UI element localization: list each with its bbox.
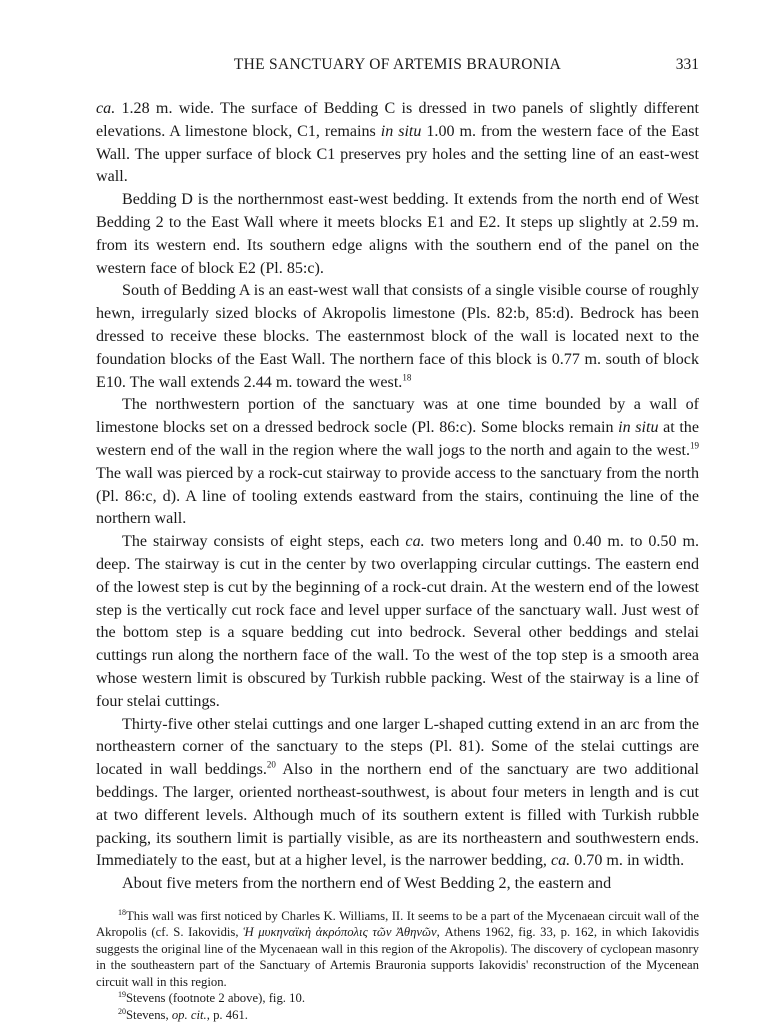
paragraph-7: About five meters from the northern end of West Bedding 2, the eastern and bbox=[122, 875, 612, 893]
body-text bbox=[96, 98, 699, 896]
footnote-20 bbox=[96, 1007, 699, 1024]
footnote-ref-18[interactable]: 18 bbox=[402, 372, 412, 383]
paragraph-5 bbox=[96, 531, 699, 713]
footnote-18 bbox=[96, 908, 699, 991]
footnote-19 bbox=[96, 990, 699, 1007]
text-run: Thirty-five other stelai cuttings and one larger L-shaped cutting extend in an arc from the northeastern corner of the sanctuary to the steps (Pl. 81). Some of the stelai cuttings are located in wall beddings. bbox=[96, 715, 699, 779]
text-run: , Athens 1962, fig. 33, p. 162, in which Iakovidis suggests the original line of the Mycenaean wall in this region of the Akropolis). The discovery of cyclopean masonry in the southeastern part of the Sanctuary of Artemis Brauronia supports Iakovidis' reconstruction of the Mycenean circuit wall in this region. bbox=[96, 925, 700, 989]
paragraph-4 bbox=[96, 394, 699, 531]
paragraph-2: Bedding D is the northernmost east-west bedding. It extends from the north end of West Bedding 2 to the East Wall where it meets blocks E1 and E2. It steps up slightly at 2.59 m. from its western end. Its southern edge aligns with the southern end of the panel on the western face of block E2 (Pl. 85:c). bbox=[96, 191, 699, 277]
footnote-number: 18 bbox=[118, 907, 126, 917]
footnote-number: 19 bbox=[118, 990, 126, 1000]
italic-abbrev: ca. bbox=[96, 100, 116, 117]
italic-abbrev: ca. bbox=[550, 852, 571, 870]
text-run: at the western end of the wall in the region where the wall jogs to the north and again to the west. bbox=[96, 419, 700, 459]
footnote-number: 20 bbox=[118, 1006, 126, 1016]
greek-title: Ἡ μυκηναϊκὴ ἀκρόπολις τῶν Ἀθηνῶν bbox=[243, 925, 437, 940]
page-number: 331 bbox=[675, 56, 699, 73]
italic-term: in situ bbox=[618, 419, 659, 437]
text-run: This wall was first noticed by Charles K. Williams, II. It seems to be a part of the Mycenaean circuit wall of the Akropolis (cf. S. Iakovidis, bbox=[96, 908, 699, 940]
text-run: 0.70 m. in width. bbox=[570, 852, 685, 870]
text-run: Also in the northern end of the sanctuary are two additional beddings. The larger, oriented northeast-southwest, is about four meters in length and is cut at two different levels. Although much of its southern extent is filled with Turkish rubble packing, its southern limit is partially visible, as are its northeastern and southwestern ends. Immediately to the east, but at a higher level, is the narrower bedding, bbox=[96, 761, 699, 870]
text-run: Stevens (footnote 2 above), fig. 10. bbox=[126, 991, 305, 1006]
italic-abbrev: op. cit. bbox=[171, 1007, 207, 1022]
text-run: The wall was pierced by a rock-cut stairway to provide access to the sanctuary from the north (Pl. 86:c, d). A line of tooling extends eastward from the stairs, continuing the line of the northern wall. bbox=[96, 464, 699, 528]
running-header bbox=[96, 56, 699, 80]
text-run: The stairway consists of eight steps, each bbox=[122, 533, 406, 551]
text-run: two meters long and 0.40 m. to 0.50 m. deep. The stairway is cut in the center by two overlapping circular cuttings. The eastern end of the lowest step is cut by the beginning of a rock-cut drain. At the western end of the lowest step is the vertically cut rock face and level upper surface of the sanctuary wall. Just west of the bottom step is a square bedding cut into bedrock. Several other beddings and stelai cuttings run along the northern face of the wall. To the west of the top step is a smooth area whose western limit is obscured by Turkish rubble packing. West of the stairway is a line of four stelai cuttings. bbox=[96, 533, 699, 710]
running-title: THE SANCTUARY OF ARTEMIS BRAURONIA bbox=[233, 56, 562, 73]
footnote-ref-19[interactable]: 19 bbox=[690, 440, 699, 451]
text-run: Stevens, bbox=[126, 1007, 172, 1022]
text-run: The northwestern portion of the sanctuary was at one time bounded by a wall of limestone blocks set on a dressed bedrock socle (Pl. 86:c). Some blocks remain bbox=[96, 396, 699, 437]
footnote-ref-20[interactable]: 20 bbox=[266, 759, 276, 770]
page bbox=[96, 56, 699, 1023]
text-run: South of Bedding A is an east-west wall that consists of a single visible course of roughly hewn, irregularly sized blocks of Akropolis limestone (Pls. 82:b, 85:d). Bedrock has been dressed to receive these blocks. The easternmost block of the wall is located next to the foundation blocks of the East Wall. The northern face of this block is 0.77 m. south of block E10. The wall extends 2.44 m. toward the west. bbox=[96, 282, 699, 391]
paragraph-3 bbox=[96, 280, 699, 394]
text-run: 1.00 m. from the western face of the East Wall. The upper surface of block C1 preserves pry holes and the setting line of an east-west wall. bbox=[96, 122, 699, 186]
italic-abbrev: ca. bbox=[405, 533, 425, 551]
text-run: , p. 461. bbox=[206, 1007, 248, 1022]
text-run: 1.28 m. wide. The surface of Bedding C is dressed in two panels of slightly different elevations. A limestone block, C1, remains bbox=[96, 100, 699, 140]
paragraph-1 bbox=[96, 98, 699, 189]
paragraph-6 bbox=[96, 714, 699, 874]
footnotes bbox=[96, 908, 699, 1024]
italic-term: in situ bbox=[380, 122, 422, 140]
